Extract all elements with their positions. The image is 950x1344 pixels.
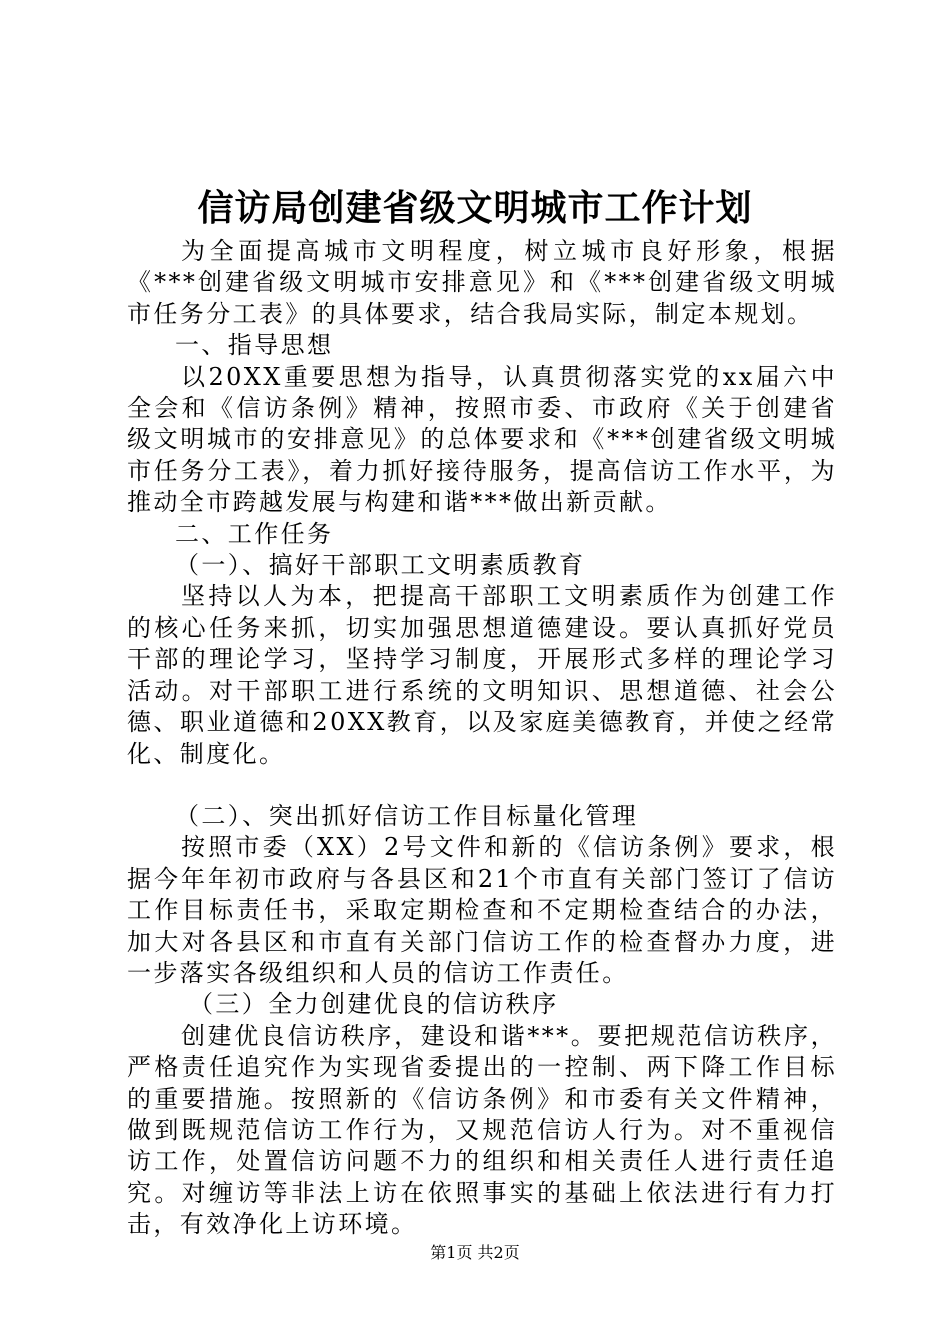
subsection-2-paragraph: 按照市委（XX）2号文件和新的《信访条例》要求，根据今年年初市政府与各县区和21个市直有关部门签订了信访工作目标责任书，采取定期检查和不定期检查结合的办法，加大对各县区和市直有关部门信访工作的检查督办力度，进一步落实各级组织和人员的信访工作责任。 [127, 833, 837, 987]
subsection-3-paragraph: 创建优良信访秩序，建设和谐***。要把规范信访秩序，严格责任追究作为实现省委提出的一控制、两下降工作目标的重要措施。按照新的《信访条例》和市委有关文件精神，做到既规范信访工作行为，又规范信访人行为。对不重视信访工作，处置信访问题不力的组织和相关责任人进行责任追究。对缠访等非法上访在依照事实的基础上依法进行有力打击，有效净化上访环境。 [127, 1021, 837, 1239]
section-heading-guiding-ideology: 一、指导思想 [175, 331, 334, 360]
guiding-ideology-paragraph: 以20XX重要思想为指导，认真贯彻落实党的xx届六中全会和《信访条例》精神，按照市委、市政府《关于创建省级文明城市的安排意见》的总体要求和《***创建省级文明城市任务分工表》，着力抓好接待服务，提高信访工作水平，为推动全市跨越发展与构建和谐***做出新贡献。 [127, 362, 837, 517]
subsection-heading-2: （二）、突出抓好信访工作目标量化管理 [175, 801, 639, 830]
blank-line [127, 770, 837, 801]
subsection-1-paragraph: 坚持以人为本，把提高干部职工文明素质作为创建工作的核心任务来抓，切实加强思想道德建设。要认真抓好党员干部的理论学习，坚持学习制度，开展形式多样的理论学习活动。对干部职工进行系统的文明知识、思想道德、社会公德、职业道德和20XX教育，以及家庭美德教育，并使之经常化、制度化。 [127, 582, 837, 768]
intro-paragraph: 为全面提高城市文明程度，树立城市良好形象，根据《***创建省级文明城市安排意见》和《***创建省级文明城市任务分工表》的具体要求，结合我局实际，制定本规划。 [127, 237, 837, 328]
document-body [127, 236, 837, 1241]
document-title: 信访局创建省级文明城市工作计划 [197, 188, 753, 229]
subsection-heading-3: （三）全力创建优良的信访秩序 [189, 990, 559, 1019]
page-number-footer: 第1页 共2页 [430, 1243, 520, 1262]
section-heading-work-tasks: 二、工作任务 [175, 519, 334, 548]
subsection-heading-1: （一）、搞好干部职工文明素质教育 [175, 551, 586, 580]
